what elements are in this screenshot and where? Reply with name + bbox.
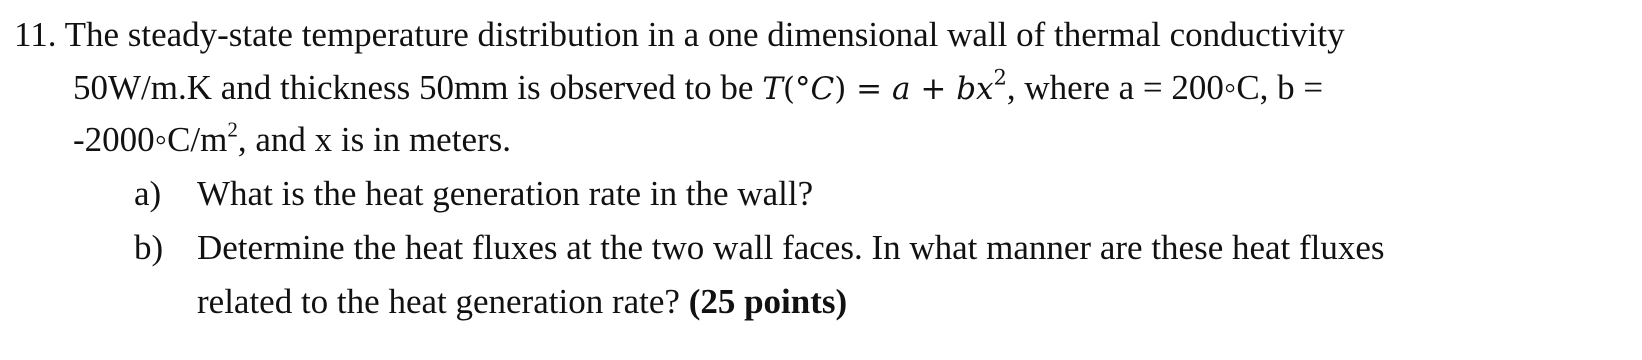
problem-line-3 <box>73 117 512 160</box>
problem-text-segment: -2000◦C/m <box>73 120 228 159</box>
question-a-label: a) <box>134 174 162 213</box>
question-b-label: b) <box>134 228 164 267</box>
problem-text-segment: 50W/m.K and thickness 50mm is observed to be <box>73 68 763 107</box>
question-b-text: Determine the heat fluxes at the two wall faces. In what manner are these heat fluxes <box>197 228 1385 267</box>
equation-unit-C: C <box>810 71 835 107</box>
question-b-text-continued: related to the heat generation rate? <box>197 282 689 321</box>
equation-variable-T: T <box>762 71 783 107</box>
question-a-text: What is the heat generation rate in the wall? <box>197 174 814 213</box>
equation-variable-bx: bx <box>956 71 994 107</box>
problem-text-segment: , and x is in meters. <box>237 120 512 159</box>
question-a <box>134 174 813 214</box>
unit-exponent: 2 <box>227 117 238 142</box>
problem-statement-text: 11. The steady-state temperature distribution in a one dimensional wall of thermal conductivity <box>14 15 1345 54</box>
points-label: (25 points) <box>688 282 848 321</box>
equation-exponent: 2 <box>993 65 1007 90</box>
problem-text-segment: , where a = 200◦C, b = <box>1006 68 1324 107</box>
question-b <box>134 228 1385 268</box>
problem-line-1 <box>14 15 1345 55</box>
problem-line-2 <box>73 65 1324 109</box>
equation-variable-a: a <box>892 71 911 107</box>
temperature-equation <box>762 65 1007 107</box>
question-b-continued <box>197 282 847 322</box>
equation-equals: ) = <box>834 71 893 107</box>
equation-plus: + <box>910 71 957 107</box>
equation-paren-open: (° <box>782 71 811 107</box>
